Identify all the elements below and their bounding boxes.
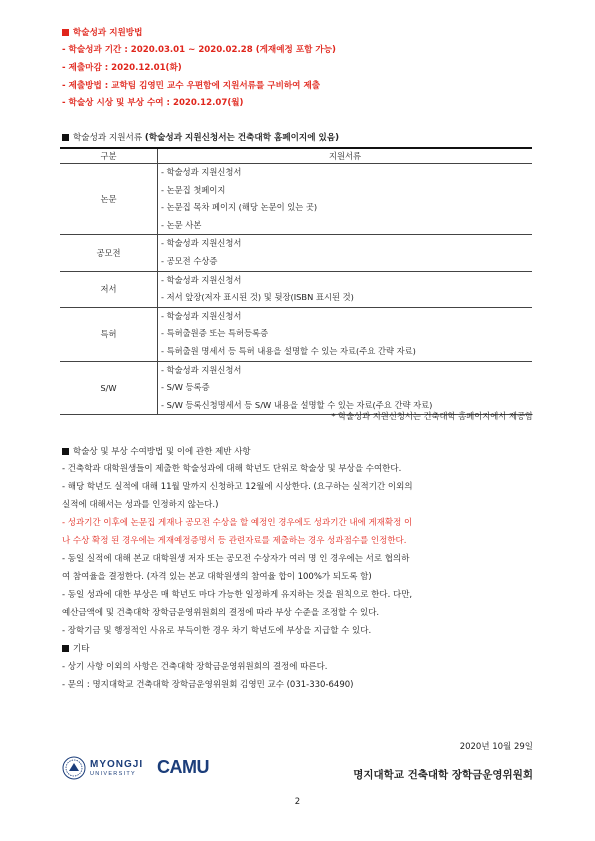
items-cell xyxy=(158,307,533,361)
section3-heading: 학술상 및 부상 수여방법 및 이에 관한 제반 사항 xyxy=(62,443,251,461)
rule-line: - 장학기금 및 행정적인 사유로 부득이한 경우 차기 학년도에 부상을 지급할 수 있다. xyxy=(62,626,372,636)
category-cell: S/W xyxy=(60,361,158,415)
rule-line: 예산금액에 및 건축대학 장학금운영위원회의 결정에 따라 부상 수준을 조정할 수 있다. xyxy=(62,608,380,618)
rule-line: 여 참여율을 결정한다. (자격 있는 본교 대학원생의 참여율 합이 100%가 되도록 함) xyxy=(62,572,372,582)
table-row xyxy=(60,235,532,271)
category-cell: 저서 xyxy=(60,271,158,307)
document-item: - 특허출원증 또는 특허등록증 xyxy=(161,328,269,339)
rule-line: - 건축학과 대학원생들이 제출한 학술성과에 대해 학년도 단위로 학술상 및 부상을 수여한다. xyxy=(62,464,402,474)
square-bullet-icon xyxy=(62,448,69,455)
table-row xyxy=(60,271,532,307)
committee-signature: 명지대학교 건축대학 장학금운영위원회 xyxy=(353,769,533,781)
square-bullet-icon xyxy=(62,645,69,652)
table-header-row xyxy=(60,148,532,164)
square-bullet-icon xyxy=(62,134,69,141)
square-bullet-icon xyxy=(62,29,69,36)
items-cell xyxy=(158,361,533,415)
rule-line: - 동일 실적에 대해 본교 대학원생 저자 또는 공모전 수상자가 여러 명 인 경우에는 서로 협의하 xyxy=(62,554,410,564)
document-item: - S/W 등록신청명세서 등 S/W 내용을 설명할 수 있는 자료(주요 간략 자료) xyxy=(161,399,433,410)
misc-line: - 상기 사항 이외의 사항은 건축대학 장학금운영위원회의 결정에 따른다. xyxy=(62,662,328,672)
table-row xyxy=(60,164,532,235)
document-item: - 학술성과 지원신청서 xyxy=(161,167,242,177)
items-cell xyxy=(158,164,533,235)
table-footnote: * 학술성과 지원신청서는 건축대학 홈페이지에서 제공함 xyxy=(331,411,533,421)
section4-heading: 기타 xyxy=(62,640,89,658)
category-cell: 공모전 xyxy=(60,235,158,271)
rule-line-highlighted: - 성과기간 이후에 논문집 게재나 공모전 수상을 할 예정인 경우에도 성과기간 내에 게재확정 이 xyxy=(62,518,413,528)
rule-line: - 해당 학년도 실적에 대해 11월 말까지 신청하고 12월에 시상한다. (요구하는 실적기간 이외의 xyxy=(62,482,413,492)
logo-myongji-text: MYONGJI xyxy=(90,759,144,770)
document-item: - 학술성과 지원신청서 xyxy=(161,364,242,375)
document-item: - 논문집 첫페이지 xyxy=(161,184,226,195)
column-header: 구분 xyxy=(60,148,158,164)
section1-line: - 제출방법 : 교학팀 김영민 교수 우편함에 지원서류를 구비하여 제출 xyxy=(62,81,321,91)
section2-heading: 학술성과 지원서류 (학술성과 지원신청서는 건축대학 홈페이지에 있음) xyxy=(62,132,339,144)
category-cell: 특허 xyxy=(60,307,158,361)
category-cell: 논문 xyxy=(60,164,158,235)
document-item: - 학술성과 지원신청서 xyxy=(161,274,242,285)
page-number: 2 xyxy=(294,797,301,807)
column-header: 지원서류 xyxy=(158,148,533,164)
document-item: - 특허출원 명세서 등 특허 내용을 설명할 수 있는 자료(주요 간략 자료) xyxy=(161,345,416,356)
logo-university-text: UNIVERSITY xyxy=(90,771,137,777)
rule-line: - 동일 성과에 대한 부상은 매 학년도 마다 가능한 일정하게 유지하는 것을 원칙으로 한다. 다만, xyxy=(62,590,413,600)
items-cell xyxy=(158,271,533,307)
document-item: - 공모전 수상증 xyxy=(161,255,218,266)
rule-line-highlighted: 나 수상 확정 된 경우에는 게재예정증명서 등 관련자료를 제출하는 경우 성과점수를 인정한다. xyxy=(62,536,407,546)
document-date: 2020년 10월 29일 xyxy=(459,742,533,752)
document-item: - 학술성과 지원신청서 xyxy=(161,310,242,321)
document-item: - 논문집 목차 페이지 (해당 논문이 있는 곳) xyxy=(161,202,318,213)
table-row xyxy=(60,307,532,361)
section1-heading: 학술성과 지원방법 xyxy=(62,27,142,39)
logo-camu-text: CAMU xyxy=(157,757,209,777)
document-item: - S/W 등록증 xyxy=(161,382,210,393)
contact-line: - 문의 : 명지대학교 건축대학 장학금운영위원회 김영민 교수 (031-330-6490) xyxy=(62,680,354,690)
section1-line: - 제출마감 : 2020.12.01(화) xyxy=(62,63,182,73)
document-item: - 논문 사본 xyxy=(161,219,202,230)
table-row xyxy=(60,361,532,415)
documents-table xyxy=(60,147,532,415)
section1-line: - 학술상 시상 및 부상 수여 : 2020.12.07(월) xyxy=(62,98,244,108)
section1-line: - 학술성과 기간 : 2020.03.01 ~ 2020.02.28 (게재예정 포함 가능) xyxy=(62,45,336,55)
myongji-emblem-icon xyxy=(62,756,86,780)
rule-line: 실적에 대해서는 성과를 인정하지 않는다.) xyxy=(62,500,219,510)
items-cell xyxy=(158,235,533,271)
document-item: - 학술성과 지원신청서 xyxy=(161,238,242,249)
document-item: - 저서 앞장(저자 표시된 것) 및 뒷장(ISBN 표시된 것) xyxy=(161,292,354,303)
university-logo xyxy=(62,755,212,783)
